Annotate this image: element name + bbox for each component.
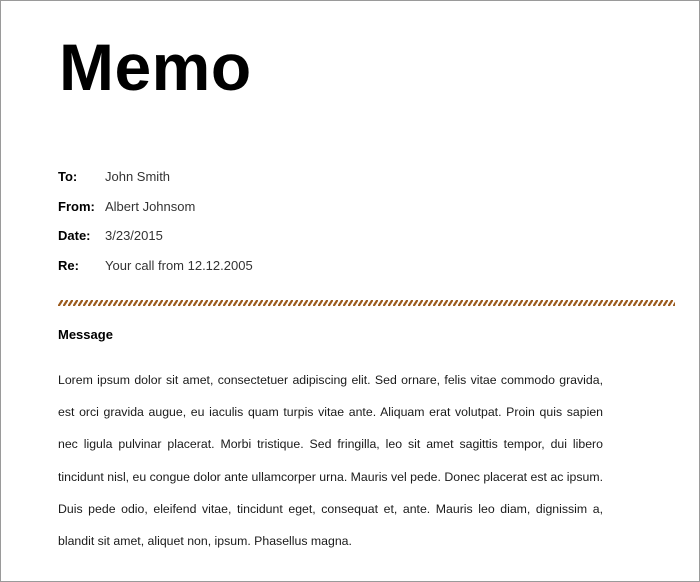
hatched-divider [58,299,675,307]
re-value: Your call from 12.12.2005 [105,257,253,273]
to-label: To: [58,169,78,185]
memo-title: Memo [59,30,252,104]
from-value: Albert Johnsom [105,198,196,214]
to-value: John Smith [105,169,171,185]
re-row [58,251,253,281]
to-row [58,162,253,192]
re-label: Re: [58,257,79,273]
message-body: Lorem ipsum dolor sit amet, consectetuer adipiscing elit. Sed ornare, felis vitae commodo gravida, est orci gravida augue, eu iaculis quam turpis vitae ante. Aliquam erat volutpat. Proin quis sapien nec ligula pulvinar placerat. Morbi tristique. Sed fringilla, leo sit amet sagittis tempor, dui libero tincidunt nisl, eu congue dolor ante ullamcorper urna. Mauris vel pede. Donec placerat est ac ipsum. Duis pede odio, eleifend vitae, tincidunt eget, consequat et, ante. Mauris leo diam, dignissim a, blandit sit amet, aliquet non, ipsum. Phasellus magna. [58,373,603,549]
memo-header-fields [58,162,253,280]
date-row [58,221,253,251]
date-value: 3/23/2015 [105,228,163,244]
date-label: Date: [58,228,91,244]
message-heading: Message [58,327,113,342]
from-row [58,192,253,222]
from-label: From: [58,198,95,214]
